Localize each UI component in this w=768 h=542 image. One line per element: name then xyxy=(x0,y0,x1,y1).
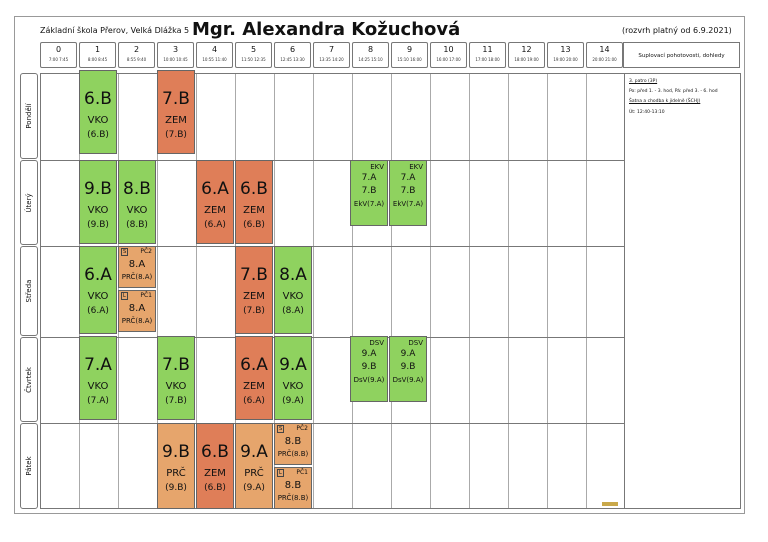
supl-header: Suplovací pohotovosti, dohledy xyxy=(623,42,740,68)
lesson-wed-6[interactable]: 8.A VKO (8.A) xyxy=(274,246,312,334)
lesson-tue-4[interactable]: 6.A ZEM (6.A) xyxy=(196,160,234,244)
grid-col-line xyxy=(391,74,392,508)
supl-floor-times: Po: před 1. - 3. hod, Pá: před 3. - 6. hod xyxy=(629,89,718,95)
lesson-thu-3[interactable]: 7.B VKO (7.B) xyxy=(157,336,195,420)
lesson-tue-5[interactable]: 6.B ZEM (6.B) xyxy=(235,160,273,244)
supl-panel xyxy=(624,73,741,509)
validity-note: (rozvrh platný od 6.9.2021) xyxy=(622,26,732,35)
lesson-tue-2[interactable]: 8.B VKO (8.B) xyxy=(118,160,156,244)
supl-hall-times: Út: 12:40-13:10 xyxy=(629,109,665,115)
grid-row-line xyxy=(41,337,624,338)
col-0: 0 7:00 7:45 xyxy=(40,42,77,68)
lesson-tue-1[interactable]: 9.B VKO (9.B) xyxy=(79,160,117,244)
grid-row-line xyxy=(41,423,624,424)
lesson-fri-5[interactable]: 9.A PRČ (9.A) xyxy=(235,423,273,509)
col-5: 5 11:50 12:35 xyxy=(235,42,272,68)
grid-col-line xyxy=(547,74,548,508)
footer-logo xyxy=(602,502,618,506)
lesson-fri-6-s[interactable]: S PČ2 8.B PRČ(8.B) xyxy=(274,423,312,465)
col-13: 13 19:00 20:00 xyxy=(547,42,584,68)
school-name: Základní škola Přerov, Velká Dlážka 5 xyxy=(40,26,190,35)
col-3: 3 10:00 10:45 xyxy=(157,42,194,68)
grid-col-line xyxy=(469,74,470,508)
col-10: 10 16:00 17:00 xyxy=(430,42,467,68)
col-14: 14 20:00 21:00 xyxy=(586,42,623,68)
day-label-thu: Čtvrtek xyxy=(20,337,38,422)
col-11: 11 17:00 18:00 xyxy=(469,42,506,68)
day-label-mon: Pondělí xyxy=(20,73,38,159)
lesson-fri-3[interactable]: 9.B PRČ (9.B) xyxy=(157,423,195,509)
teacher-name: Mgr. Alexandra Kožuchová xyxy=(192,19,461,40)
col-7: 7 13:35 14:20 xyxy=(313,42,350,68)
day-label-wed: Středa xyxy=(20,246,38,336)
lesson-wed-1[interactable]: 6.A VKO (6.A) xyxy=(79,246,117,334)
grid-col-line xyxy=(313,74,314,508)
col-9: 9 15:10 16:00 xyxy=(391,42,428,68)
lesson-thu-5[interactable]: 6.A ZEM (6.A) xyxy=(235,336,273,420)
lesson-mon-1[interactable]: 6.B VKO (6.B) xyxy=(79,70,117,154)
lesson-thu-1[interactable]: 7.A VKO (7.A) xyxy=(79,336,117,420)
grid-col-line xyxy=(430,74,431,508)
lesson-wed-2-s[interactable]: S PČ2 8.A PRČ(8.A) xyxy=(118,246,156,288)
lesson-wed-5[interactable]: 7.B ZEM (7.B) xyxy=(235,246,273,334)
col-8: 8 14:25 15:10 xyxy=(352,42,389,68)
grid-col-line xyxy=(508,74,509,508)
col-12: 12 18:00 19:00 xyxy=(508,42,545,68)
lesson-tue-9[interactable]: EKV 7.A 7.B EkV(7.A) xyxy=(389,160,427,226)
lesson-wed-2-l[interactable]: L PČ1 8.A PRČ(8.A) xyxy=(118,290,156,332)
supl-hall: Šatna a chodba k jídelně (ŠCHJ) xyxy=(629,99,701,105)
col-6: 6 12:45 13:30 xyxy=(274,42,311,68)
day-label-fri: Pátek xyxy=(20,423,38,509)
grid-col-line xyxy=(586,74,587,508)
lesson-thu-8[interactable]: DSV 9.A 9.B DsV(9.A) xyxy=(350,336,388,402)
lesson-mon-3[interactable]: 7.B ZEM (7.B) xyxy=(157,70,195,154)
supl-floor: 3. patro (3P) xyxy=(629,79,658,84)
day-label-tue: Úterý xyxy=(20,160,38,245)
lesson-fri-4[interactable]: 6.B ZEM (6.B) xyxy=(196,423,234,509)
lesson-thu-9[interactable]: DSV 9.A 9.B DsV(9.A) xyxy=(389,336,427,402)
lesson-fri-6-l[interactable]: L PČ1 8.B PRČ(8.B) xyxy=(274,467,312,509)
col-1: 1 8:00 8:45 xyxy=(79,42,116,68)
col-4: 4 10:55 11:40 xyxy=(196,42,233,68)
lesson-tue-8[interactable]: EKV 7.A 7.B EkV(7.A) xyxy=(350,160,388,226)
lesson-thu-6[interactable]: 9.A VKO (9.A) xyxy=(274,336,312,420)
grid-col-line xyxy=(352,74,353,508)
col-2: 2 8:55 9:40 xyxy=(118,42,155,68)
